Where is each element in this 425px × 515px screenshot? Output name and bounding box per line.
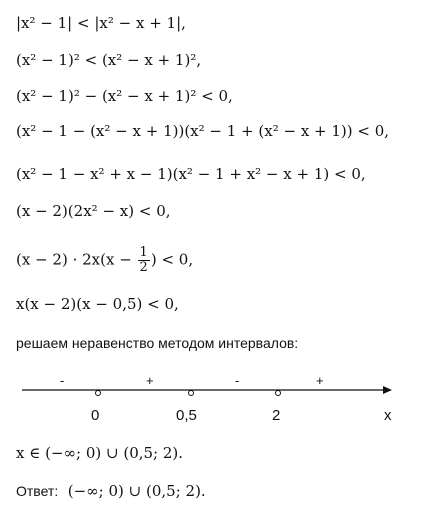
point-05-marker [189,391,194,396]
method-text: решаем неравенство методом интервалов: [16,335,299,351]
point-label-0: 0 [91,407,100,424]
step-2: (x² − 1)² < (x² − x + 1)², [16,51,202,69]
step-7-inner-prefix: (x − [100,250,137,269]
result-line: x ∈ (−∞; 0) ∪ (0,5; 2). [16,444,184,462]
answer-line [16,482,206,500]
sign-interval-3: - [235,373,240,388]
point-label-2: 2 [272,407,281,424]
answer-value: (−∞; 0) ∪ (0,5; 2). [67,482,206,500]
axis-label-x: x [384,407,392,424]
fraction-denominator: 2 [139,260,148,275]
fraction-one-half [138,246,150,275]
sign-interval-2: + [146,373,154,388]
sign-interval-4: + [316,373,324,388]
point-0-marker [96,391,101,396]
axis-arrow-icon [383,386,392,394]
point-label-05: 0,5 [176,407,197,424]
fraction-numerator: 1 [139,245,148,260]
step-7 [16,246,193,275]
step-4: (x² − 1 − (x² − x + 1))(x² − 1 + (x² − x + 1)) < 0, [16,122,390,140]
step-5: (x² − 1 − x² + x − 1)(x² − 1 + x² − x + 1) < 0, [16,165,366,183]
point-2-marker [276,391,281,396]
step-7-suffix: ) < 0, [150,250,194,269]
step-3: (x² − 1)² − (x² − x + 1)² < 0, [16,87,233,105]
answer-label: Ответ: [16,483,59,499]
sign-interval-1: - [60,373,65,388]
step-1: |x² − 1| < |x² − x + 1|, [16,14,186,32]
step-6: (x − 2)(2x² − x) < 0, [16,202,171,220]
step-8: x(x − 2)(x − 0,5) < 0, [16,295,179,313]
step-7-prefix: (x − 2) · 2x [16,250,101,269]
